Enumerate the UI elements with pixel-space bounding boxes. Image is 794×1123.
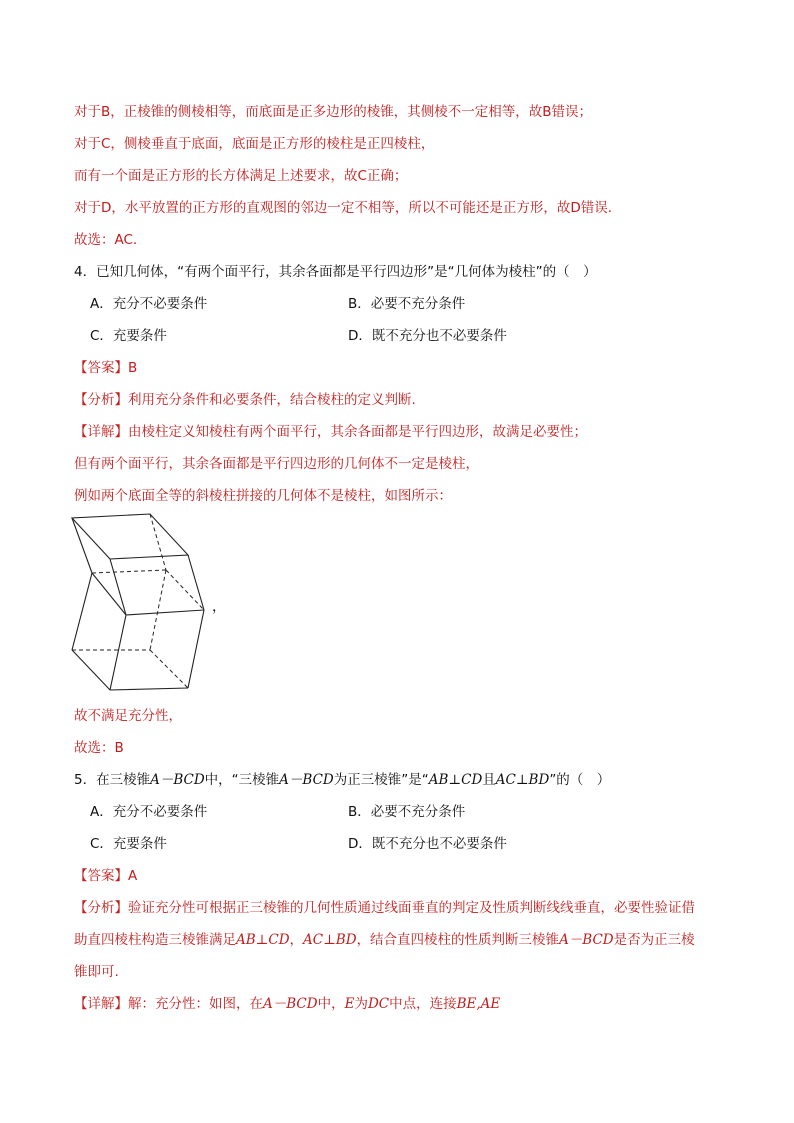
lower-prism-edge	[110, 615, 126, 690]
shared-face-edge	[126, 610, 204, 615]
q5-stem	[74, 770, 610, 790]
q4-stem: 4．已知几何体，“有两个面平行，其余各面都是平行四边形”是“几何体为棱柱”的（ ）	[74, 264, 597, 280]
lower-prism-edge	[72, 573, 92, 650]
q5-option-d: D．既不充分也不必要条件	[348, 836, 507, 852]
q4-detail-text-1: 由棱柱定义知棱柱有两个面平行，其余各面都是平行四边形，故满足必要性；	[128, 424, 587, 440]
q5-analysis-3: 锥即可.	[74, 964, 119, 980]
q5-term-4: AC⊥BD	[495, 772, 550, 788]
q5-option-c: C．充要条件	[90, 836, 167, 852]
q5-term-1: A－BCD	[150, 772, 205, 788]
q4-answer-tag: 【答案】	[74, 360, 128, 376]
q4-detail-tag: 【详解】	[74, 424, 128, 440]
q5-answer	[74, 866, 137, 886]
upper-prism-edge	[92, 573, 126, 615]
q4-option-b: B．必要不充分条件	[348, 296, 466, 312]
q5-detail-mid-1: 中，	[317, 996, 345, 1012]
prev-solution-line-2: 对于C，侧棱垂直于底面，底面是正方形的棱柱是正四棱柱，	[74, 136, 435, 152]
q5-analysis2-pre: 助直四棱柱构造三棱锥满足	[74, 932, 236, 948]
q5-detail-term-4: BE,AE	[456, 996, 501, 1012]
hidden-edge	[150, 570, 166, 650]
q4-analysis-tag: 【分析】	[74, 392, 128, 408]
q4-conclusion: 故不满足充分性，	[74, 708, 182, 724]
q4-analysis-text: 利用充分条件和必要条件，结合棱柱的定义判断.	[128, 392, 416, 408]
q5-answer-value: A	[128, 868, 138, 884]
upper-prism-top-face	[72, 514, 188, 559]
q5-detail-tag: 【详解】	[74, 996, 128, 1012]
q5-stem-mid-1: 中，“三棱锥	[204, 772, 280, 788]
q5-detail	[74, 994, 500, 1014]
q5-answer-tag: 【答案】	[74, 868, 128, 884]
q5-analysis2-mid-1: ，	[289, 932, 304, 948]
q5-stem-post: ”的（ ）	[549, 772, 611, 788]
hidden-edge	[92, 570, 166, 573]
prev-solution-line-3: 而有一个面是正方形的长方体满足上述要求，故C正确；	[74, 168, 408, 184]
q4-option-c: C．充要条件	[90, 328, 167, 344]
hidden-edge	[150, 650, 188, 688]
q5-option-a: A．充分不必要条件	[90, 804, 208, 820]
prev-solution-line-4: 对于D，水平放置的正方形的直观图的邻边一定不相等，所以不可能还是正方形，故D错误.	[74, 200, 613, 216]
q5-stem-mid-3: 且	[482, 772, 496, 788]
prev-solution-choice: 故选：AC.	[74, 232, 138, 248]
q4-answer-value: B	[128, 360, 138, 376]
stacked-oblique-prisms-figure	[68, 510, 218, 696]
q5-analysis-term-1: AB⊥CD	[236, 932, 290, 948]
q4-analysis	[74, 390, 416, 410]
q5-stem-mid-2: 为正三棱锥”是“	[333, 772, 429, 788]
q5-analysis-term-2: AC⊥BD	[303, 932, 357, 948]
q5-term-2: A－BCD	[279, 772, 334, 788]
q4-choice: 故选：B	[74, 740, 124, 756]
q5-analysis-2	[74, 930, 695, 950]
q5-analysis-text-1: 验证充分性可根据正三棱锥的几何性质通过线面垂直的判定及性质判断线线垂直，必要性验证借	[128, 900, 695, 916]
upper-prism-edge	[110, 559, 126, 615]
q5-detail-term-1: A－BCD	[263, 996, 318, 1012]
q5-analysis2-post: 是否为正三棱	[613, 932, 695, 948]
q5-analysis-tag: 【分析】	[74, 900, 128, 916]
figure-trailing-comma: ，	[212, 599, 226, 615]
upper-prism-edge	[72, 518, 92, 573]
q4-option-d: D．既不充分也不必要条件	[348, 328, 507, 344]
q5-analysis-1	[74, 898, 695, 918]
q4-detail-3: 例如两个底面全等的斜棱柱拼接的几何体不是棱柱，如图所示：	[74, 488, 452, 504]
prev-solution-line-1: 对于B，正棱锥的侧棱相等，而底面是正多边形的棱锥，其侧棱不一定相等，故B错误；	[74, 104, 593, 120]
q4-detail-1	[74, 422, 587, 442]
q5-option-b: B．必要不充分条件	[348, 804, 466, 820]
q5-analysis-term-3: A－BCD	[559, 932, 614, 948]
q5-term-3: AB⊥CD	[428, 772, 483, 788]
q5-analysis2-mid-2: ，结合直四棱柱的性质判断三棱锥	[356, 932, 560, 948]
q5-detail-term-2: E	[344, 996, 355, 1012]
q4-option-a: A．充分不必要条件	[90, 296, 208, 312]
q5-detail-mid-2: 为	[354, 996, 368, 1012]
q5-detail-mid-3: 中点，连接	[389, 996, 457, 1012]
q5-stem-pre: 5．在三棱锥	[74, 772, 151, 788]
q4-answer	[74, 358, 137, 378]
q5-detail-pre: 解：充分性：如图，在	[128, 996, 263, 1012]
q4-detail-2: 但有两个面平行，其余各面都是平行四边形的几何体不一定是棱柱，	[74, 456, 479, 472]
q5-detail-term-3: DC	[367, 996, 390, 1012]
lower-prism-edge	[188, 610, 204, 688]
